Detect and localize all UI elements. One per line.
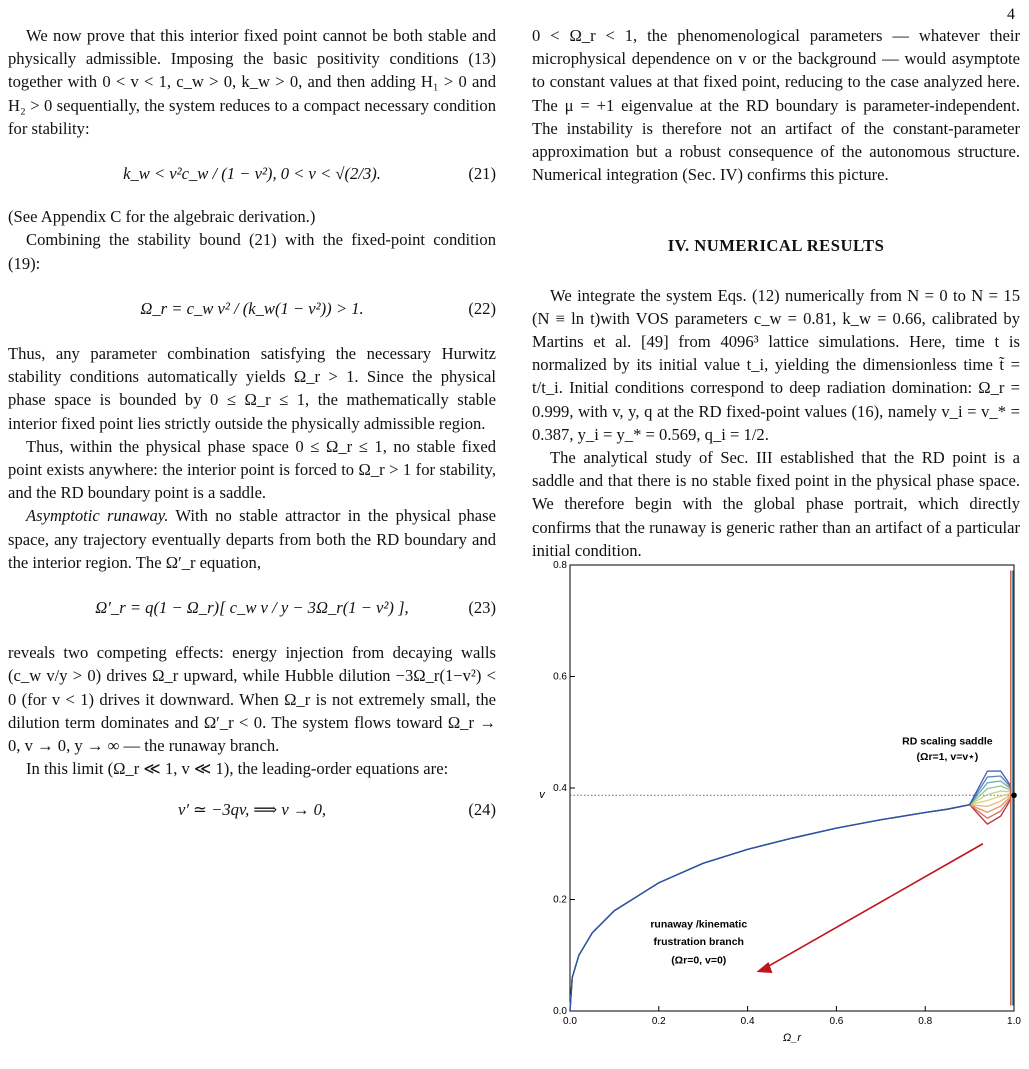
trajectory-line (570, 791, 1014, 1011)
runaway-arrow-head (756, 962, 772, 973)
trajectory-line (570, 796, 1014, 1011)
phase-portrait-chart (530, 555, 1025, 1065)
paragraph: (See Appendix C for the algebraic derivation.) (8, 207, 316, 227)
trajectory-line (570, 794, 1014, 1011)
saddle-label: RD scaling saddle (902, 735, 993, 748)
trajectory-line (570, 776, 1014, 1011)
y-tick-label: 0.0 (553, 1006, 567, 1017)
y-tick-label: 0.2 (553, 894, 567, 906)
equation-number: (22) (468, 298, 496, 318)
runaway-arrow-shaft (764, 844, 982, 969)
y-tick-label: 0.8 (553, 560, 567, 571)
paragraph: We now prove that this interior fixed point cannot be both stable and physically admissible. Imposing the basic positivity conditions (13) together with 0 < v < 1, c_w > 0, k_w > 0, and then adding H₁ > 0 and H₂ > 0 sequentially, the system reduces to a compact necessary condition for stability: (8, 26, 496, 138)
x-axis-label: Ω_r (782, 1032, 802, 1044)
x-tick-label: 1.0 (1007, 1016, 1021, 1027)
paragraph: Thus, within the physical phase space 0 ≤ Ω_r ≤ 1, no stable fixed point exists anywhere: the interior point is forced to Ω_r > 1 for stability, and the RD boundary point is a saddle. (8, 436, 496, 503)
x-tick-label: 0.8 (918, 1016, 933, 1027)
saddle-label-coords: (Ωr=1, v=v⋆) (916, 751, 979, 764)
page-number: 4 (1007, 6, 1015, 23)
paragraph: Thus, any parameter combination satisfying the necessary Hurwitz stability conditions automatically yields Ω_r > 1. Since the physical phase space is bounded by 0 ≤ Ω_r ≤ 1, the mathematically stable interior fixed point lies strictly outside the physically admissible region. (8, 344, 496, 433)
paragraph: The analytical study of Sec. III established that the RD point is a saddle and that there is no stable fixed point in the physical phase space. We therefore begin with the global phase portrait, which directly confirms that the runaway is generic rather than an artifact of a particular initial condition. (532, 448, 1020, 560)
equation-21 (8, 162, 496, 185)
paragraph: 0 < Ω_r < 1, the phenomenological parameters — whatever their microphysical dependence on v or the background — would asymptote to constant values at that fixed point, reducing to the case analyzed here. The μ = +1 eigenvalue at the RD boundary is parameter-independent. The instability is therefore not an artifact of the constant-parameter approximation but a robust consequence of the autonomous structure. Numerical integration (Sec. IV) confirms this picture. (532, 26, 1020, 185)
y-tick-label: 0.4 (553, 783, 567, 794)
equation-number: (24) (468, 800, 496, 820)
right-column (532, 24, 1020, 562)
runaway-label-2: frustration branch (653, 936, 744, 949)
runaway-label-coords: (Ωr=0, v=0) (671, 954, 727, 967)
x-tick-label: 0.6 (829, 1016, 844, 1027)
trajectory-line (570, 795, 1014, 1011)
x-tick-label: 0.0 (563, 1016, 577, 1027)
runaway-label: runaway /kinematic (650, 918, 748, 931)
y-axis-label: v (539, 789, 545, 802)
x-tick-label: 0.2 (651, 1016, 666, 1027)
equation-number: (23) (468, 598, 496, 618)
paragraph: reveals two competing effects: energy injection from decaying walls (c_w v/y > 0) drives Ω_r upward, while Hubble dilution −3Ω_r(1−v²) < 0 (for v < 1) drives it downward. When Ω_r is not extremely small, the dilution term dominates and Ω′_r < 0. The system flows toward Ω_r → 0, v → 0, y → ∞ — the runaway branch. (8, 643, 496, 756)
equation-text: v′ ≃ −3qv, ⟹ v → 0, (177, 800, 327, 820)
equation-number: (21) (468, 164, 496, 184)
trajectory-line (570, 786, 1014, 1011)
equation-22 (8, 297, 496, 320)
trajectory-line (570, 796, 1014, 1011)
x-tick-label: 0.4 (740, 1016, 755, 1027)
paragraph (8, 504, 496, 574)
paragraph: Combining the stability bound (21) with the fixed-point condition (19): (8, 230, 496, 273)
paragraph-body: With no stable attractor in the physical phase space, any trajectory eventually departs from both the RD boundary and the interior region. The Ω′_r equation, (8, 506, 496, 572)
equation-text: Ω_r = c_w v² / (k_w(1 − v²)) > 1. (140, 298, 364, 318)
equation-text: Ω′_r = q(1 − Ω_r)[ c_w v / y − 3Ω_r(1 − v²) ], (95, 598, 409, 618)
saddle-point-marker (1011, 792, 1017, 798)
equation-23 (8, 596, 496, 619)
trajectory-line (570, 796, 1014, 1011)
equation-text: k_w < v²c_w / (1 − v²), 0 < v < √(2/3). (123, 164, 381, 184)
trajectory-line (570, 771, 1014, 1011)
paragraph-lead: Asymptotic runaway. (26, 506, 169, 526)
paragraph: In this limit (Ω_r ≪ 1, v ≪ 1), the leading-order equations are: (26, 759, 449, 779)
section-title: IV. NUMERICAL RESULTS (667, 236, 885, 256)
chart-axes (539, 560, 1021, 1044)
y-tick-label: 0.6 (553, 671, 567, 683)
chart-annotations (650, 736, 992, 973)
left-column (8, 24, 496, 822)
paragraph: We integrate the system Eqs. (12) numerically from N = 0 to N = 15 (N ≡ ln t)with VOS parameters c_w = 0.81, k_w = 0.66, calibrated by Martins et al. [49] from 4096³ lattice simulations. Here, time t is normalized by its initial value t_i, yielding the dimensionless time t̃ = t/t_i. Initial conditions correspond to deep radiation domination: Ω_r = 0.999, with v, y, q at the RD fixed-point values (16), namely v_i = v_* = 0.387, y_i = y_* = 0.569, q_i = 1/2. (532, 285, 1020, 444)
chart-trajectories (570, 571, 1017, 1011)
equation-24 (8, 798, 496, 821)
plot-frame (570, 565, 1014, 1011)
